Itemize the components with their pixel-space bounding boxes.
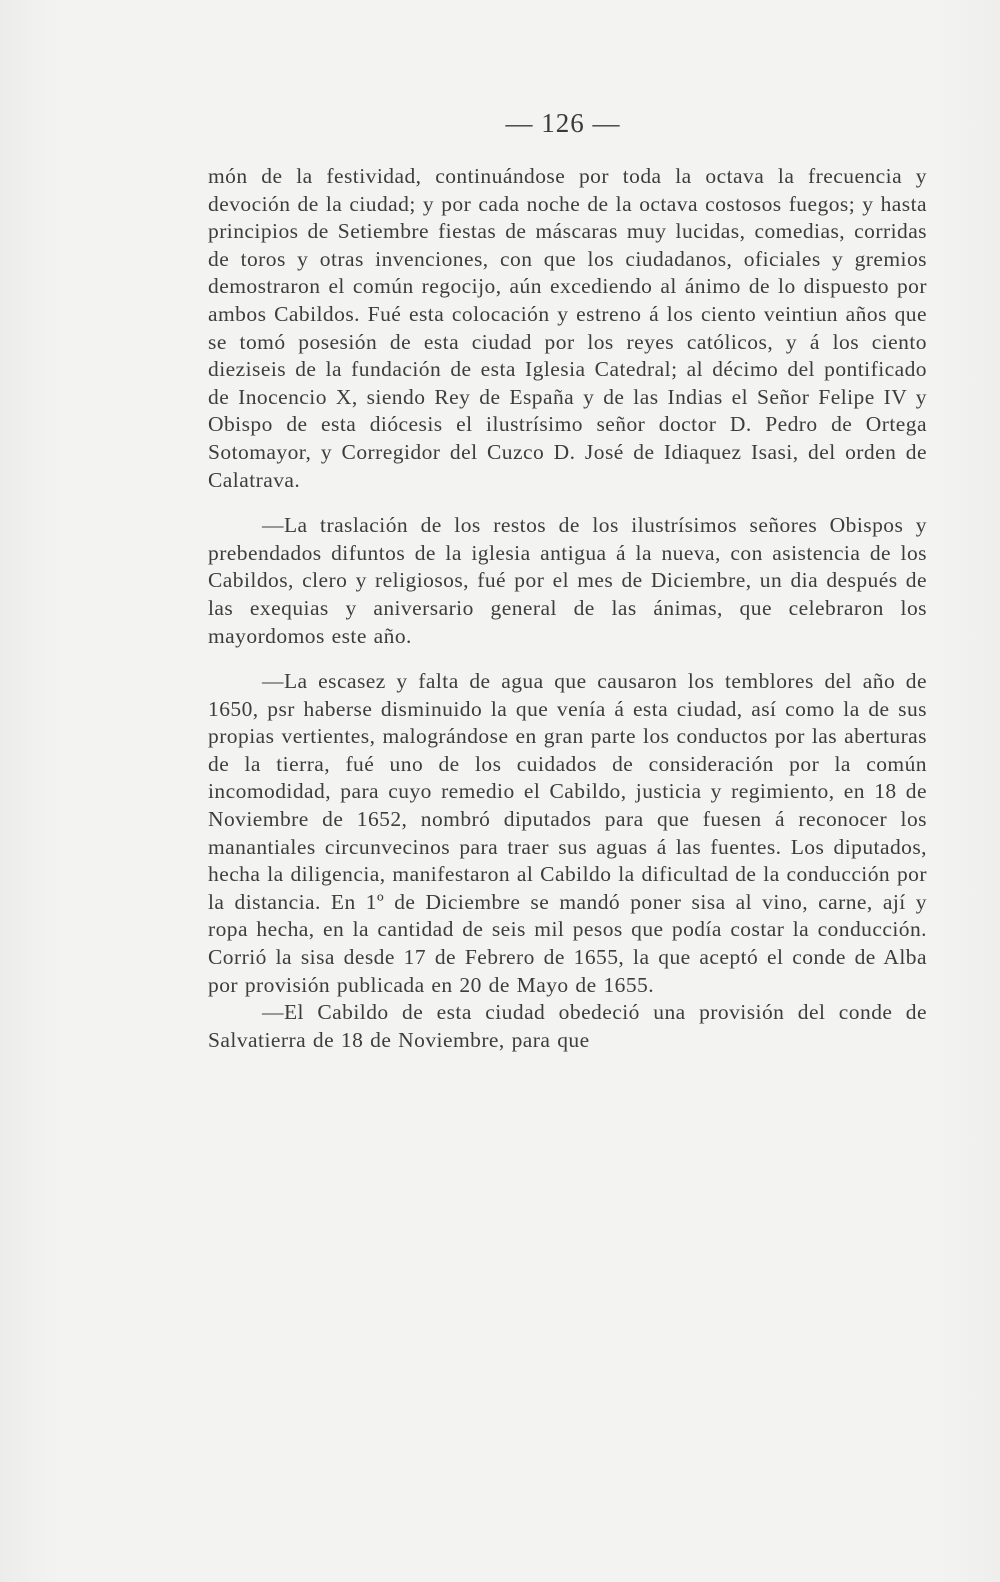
page-number: — 126 — [505,108,621,138]
paragraph-cabildo-provision: —El Cabildo de esta ciudad obedeció una provisión del conde de Salvatierra de 18 de Noviembre, para que [208,1000,927,1052]
paragraph-festivity: món de la festividad, continuándose por toda la octava la frecuencia y devoción de la ciudad; y por cada noche de la octava costosos fuegos; y hasta principios de Setiembre fiestas de máscaras muy lucidas, comedias, corridas de toros y otras invenciones, con que los ciudadanos, oficiales y gremios demostraron el común regocijo, aún excediendo al ánimo de lo dispuesto por ambos Cabildos. Fué esta colocación y estreno á los ciento veintiun años que se tomó posesión de esta ciudad por los reyes católicos, y á los ciento dieziseis de la fundación de esta Iglesia Catedral; al décimo del pontificado de Inocencio X, siendo Rey de España y de las Indias el Señor Felipe IV y Obispo de esta diócesis el ilustrísimo señor doctor D. Pedro de Ortega Sotomayor, y Corregidor del Cuzco D. José de Idiaquez Isasi, del orden de Calatrava. [208,164,927,492]
paragraph-translation-of-remains: —La traslación de los restos de los ilustrísimos señores Obispos y prebendados difuntos de la iglesia antigua á la nueva, con asistencia de los Cabildos, clero y religiosos, fué por el mes de Diciembre, un dia después de las exequias y aniversario general de las ánimas, que celebraron los mayordomos este año. [208,513,927,648]
paragraph-water-shortage: —La escasez y falta de agua que causaron los temblores del año de 1650, psr haberse disminuido la que venía á esta ciudad, así como la de sus propias vertientes, malográndose en gran parte los conductos por las aberturas de la tierra, fué uno de los cuidados de consideración por la común incomodidad, para cuyo remedio el Cabildo, justicia y regimiento, en 18 de Noviembre de 1652, nombró diputados para que fuesen á reconocer los manantiales circunvecinos para traer sus aguas á las fuentes. Los diputados, hecha la diligencia, manifestaron al Cabildo la dificultad de la conducción por la distancia. En 1º de Diciembre se mandó poner sisa al vino, carne, ají y ropa hecha, en la cantidad de seis mil pesos que podía costar la conducción. Corrió la sisa desde 17 de Febrero de 1655, la que aceptó el conde de Alba por provisión publicada en 20 de Mayo de 1655. [208,669,927,997]
body-text [208,163,927,1054]
